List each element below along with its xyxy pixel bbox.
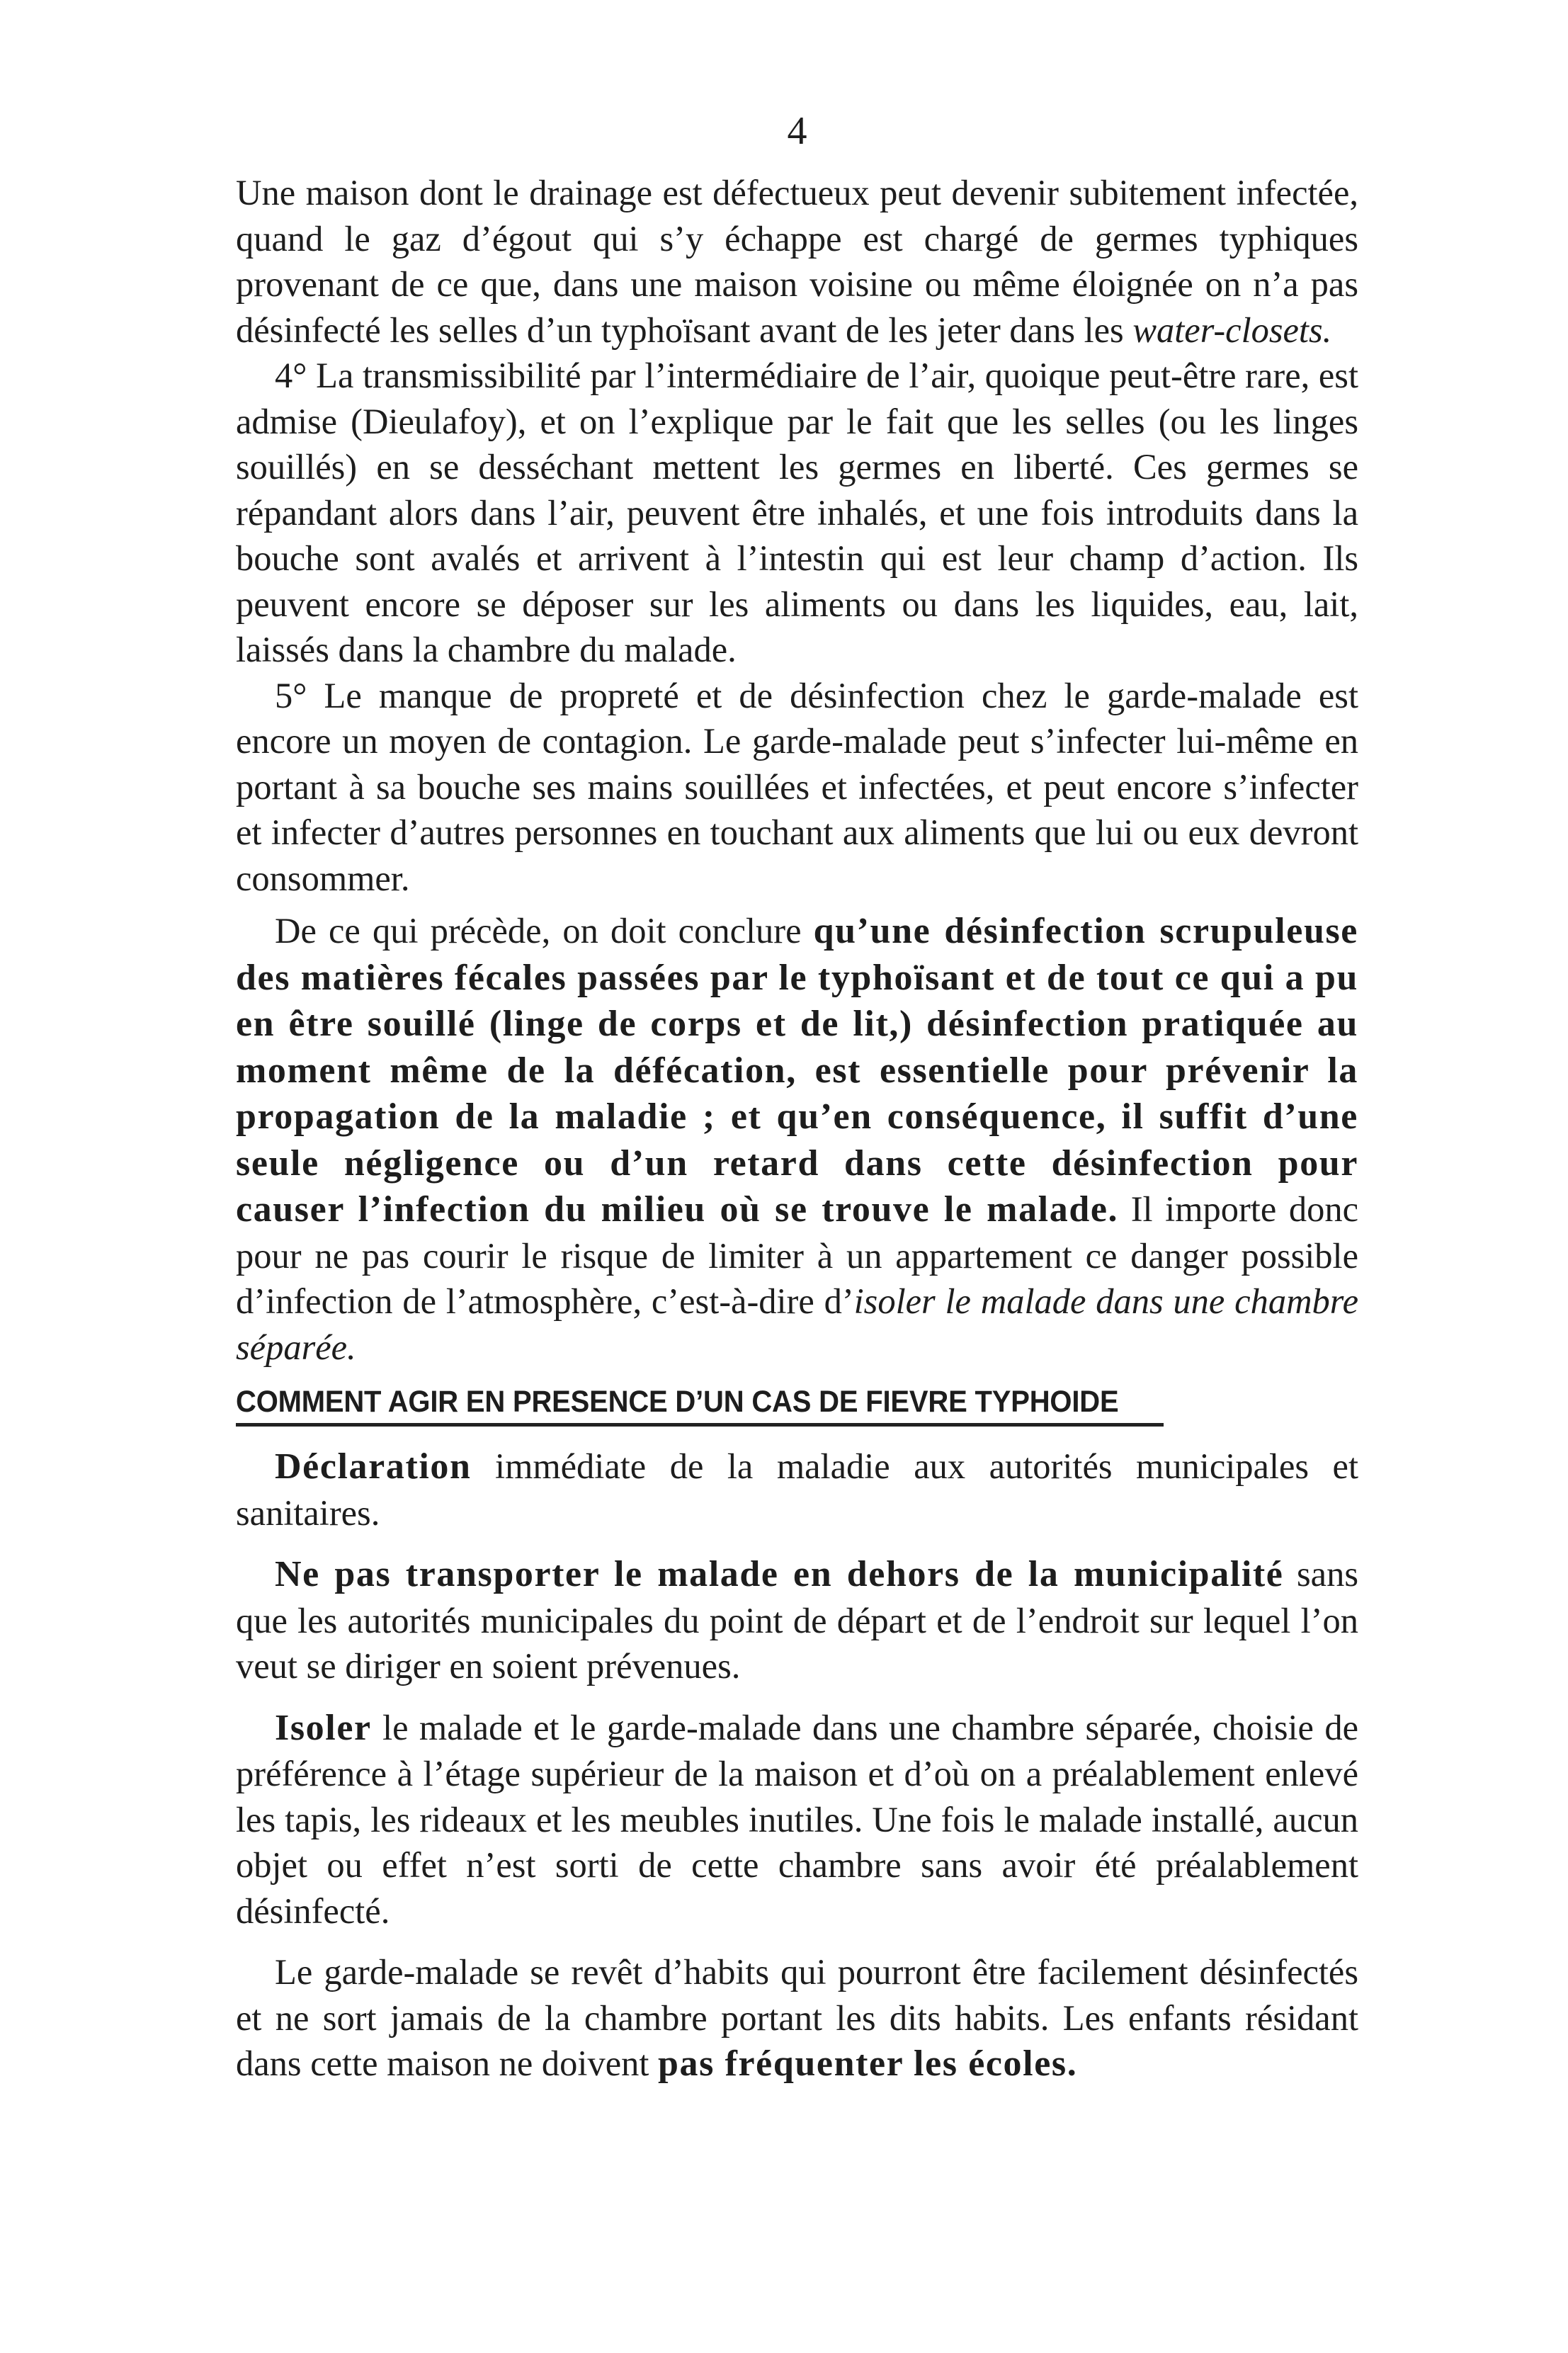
italic-term-water-closets: water-closets.	[1132, 310, 1332, 350]
paragraph-declaration	[236, 1444, 1358, 1536]
paragraph-conclusion	[236, 908, 1358, 1370]
paragraph-hygiene	[236, 673, 1358, 902]
bold-schools: pas fréquenter les écoles.	[658, 2043, 1078, 2084]
bold-conclusion: qu’une désinfection scrupuleuse des matières fécales passées par le typhoïsant et de tout ce qui a pu en être souillé (linge de corps et de lit,) désinfection pratiquée au moment même de la défécation, est essentielle pour prévenir la propagation de la maladie ; et qu’en conséquence, il suffit d’une seule négligence ou d’un retard dans cette désinfection pour causer l’infection du milieu où se trouve le malade.	[236, 911, 1358, 1230]
bold-declaration: Déclaration	[275, 1446, 472, 1487]
italic-isolation: isoler le malade dans une chambre séparée.	[236, 1281, 1358, 1367]
paragraph-isolation	[236, 1705, 1358, 1934]
bold-transport: Ne pas transporter le malade en dehors de la municipalité	[275, 1554, 1284, 1594]
text-span: Une maison dont le drainage est défectueux peut devenir subitement infectée, quand le gaz d’égout qui s’y échappe est chargé de germes typhiques provenant de ce que, dans une maison voisine ou même éloignée on n’a pas désinfecté les selles d’un typhoïsant avant de les jeter dans les	[236, 173, 1358, 350]
document-page	[236, 106, 1358, 2087]
text-span: De ce qui précède, on doit conclure	[275, 911, 814, 951]
heading-underline	[236, 1423, 1164, 1427]
text-span: 4° La transmissibilité par l’intermédiaire de l’air, quoique peut-être rare, est admise (Dieulafoy), et on l’explique par le fait que les selles (ou les linges souillés) en se desséchant mettent les germes en liberté. Ces germes se répandant alors dans l’air, peuvent être inhalés, et une fois introduits dans la bouche sont avalés et arrivent à l’intestin qui est leur champ d’action. Ils peuvent encore se déposer sur les aliments ou dans les liquides, eau, lait, laissés dans la chambre du malade.	[236, 356, 1358, 669]
text-span: immédiate de la maladie aux autorités municipales et sanitaires.	[236, 1446, 1358, 1533]
text-span: Il importe donc pour ne pas courir le risque de limiter à un appartement ce danger possible d’infection de l’atmosphère, c’est-à-dire d’	[236, 1189, 1358, 1321]
paragraph-garde-malade	[236, 1949, 1358, 2087]
text-span: 5° Le manque de propreté et de désinfection chez le garde-malade est encore un moyen de contagion. Le garde-malade peut s’infecter lui-même en portant à sa bouche ses mains souillées et infectées, et peut encore s’infecter et infecter d’autres personnes en touchant aux aliments que lui ou eux devront consommer.	[236, 675, 1358, 898]
paragraph-air-transmission	[236, 353, 1358, 673]
text-span: le malade et le garde-malade dans une chambre séparée, choisie de préférence à l’étage supérieur de la maison et d’où on a préalablement enlevé les tapis, les rideaux et les meubles inutiles. Une fois le malade installé, aucun objet ou effet n’est sorti de cette chambre sans avoir été préalablement désinfecté.	[236, 1707, 1358, 1931]
paragraph-drainage	[236, 170, 1358, 353]
section-heading: COMMENT AGIR EN PRESENCE D’UN CAS DE FIEVRE TYPHOIDE	[236, 1385, 1119, 1419]
text-span: sans que les autorités municipales du point de départ et de l’endroit sur lequel l’on veut se diriger en soient prévenues.	[236, 1554, 1358, 1686]
paragraph-transport	[236, 1551, 1358, 1689]
page-number: 4	[787, 109, 807, 153]
bold-isolate: Isoler	[275, 1707, 372, 1748]
text-span: Le garde-malade se revêt d’habits qui pourront être facilement désinfectés et ne sort jamais de la chambre portant les dits habits. Les enfants résidant dans cette maison ne doivent	[236, 1952, 1358, 2083]
